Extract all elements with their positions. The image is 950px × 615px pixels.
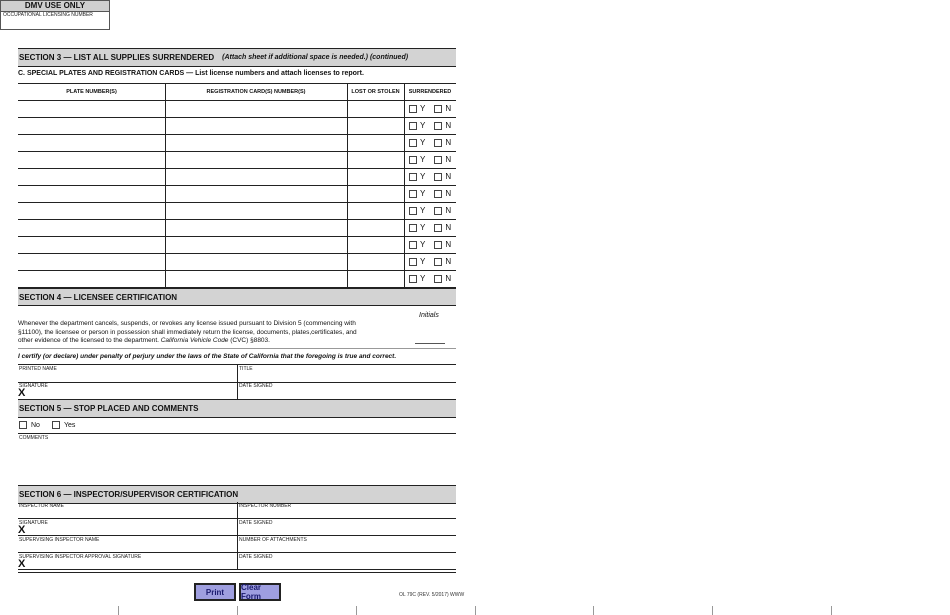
surrendered-yes-checkbox[interactable] bbox=[409, 105, 417, 113]
surrendered-no-label: N bbox=[445, 121, 452, 130]
comments-label: COMMENTS bbox=[19, 435, 49, 441]
surrendered-no-label: N bbox=[445, 274, 452, 283]
initials-field[interactable] bbox=[415, 343, 445, 344]
plate-number-field[interactable] bbox=[18, 134, 165, 151]
lost-or-stolen-field[interactable] bbox=[347, 236, 404, 253]
stop-yes-label: Yes bbox=[63, 421, 76, 429]
form-id: OL 79C (REV. 5/2017) WWW bbox=[399, 592, 465, 598]
surrendered-no-checkbox[interactable] bbox=[434, 173, 442, 181]
section5-header bbox=[18, 399, 456, 418]
plate-number-field[interactable] bbox=[18, 151, 165, 168]
registration-card-field[interactable] bbox=[165, 253, 347, 270]
supervising-signature-label: SUPERVISING INSPECTOR APPROVAL SIGNATURE bbox=[19, 554, 142, 560]
print-button[interactable]: Print bbox=[194, 583, 236, 601]
surrendered-yes-checkbox[interactable] bbox=[409, 241, 417, 249]
registration-card-field[interactable] bbox=[165, 202, 347, 219]
paragraph-line-2: §11100), the licensee or person in possession shall immediately return the license, documents, plates,certificates, and bbox=[18, 328, 357, 336]
registration-card-field[interactable] bbox=[165, 236, 347, 253]
surrendered-yn bbox=[409, 206, 455, 215]
inspector-number-label: INSPECTOR NUMBER bbox=[239, 503, 292, 509]
surrendered-yn bbox=[409, 121, 455, 130]
col-registration-cards: REGISTRATION CARD(S) NUMBER(S) bbox=[206, 89, 306, 95]
section3-title: SECTION 3 — LIST ALL SUPPLIES SURRENDERED bbox=[19, 53, 215, 62]
section3-header bbox=[18, 48, 456, 67]
registration-card-field[interactable] bbox=[165, 185, 347, 202]
stop-no-label: No bbox=[31, 421, 40, 429]
signature-field[interactable] bbox=[30, 389, 236, 399]
stop-no-checkbox[interactable] bbox=[19, 421, 27, 429]
surrendered-yes-checkbox[interactable] bbox=[409, 224, 417, 232]
surrendered-no-label: N bbox=[445, 172, 452, 181]
plate-number-field[interactable] bbox=[18, 100, 165, 117]
col-plate-numbers: PLATE NUMBER(S) bbox=[66, 89, 117, 95]
section3-subheading: C. SPECIAL PLATES AND REGISTRATION CARDS — List license numbers and attach licenses to report. bbox=[18, 70, 364, 77]
stop-placed-options bbox=[19, 421, 75, 429]
dmv-use-only-title: DMV USE ONLY bbox=[1, 1, 109, 12]
paragraph-line-3: other evidence of the licensed to the department. California Vehicle Code (CVC) §8803. bbox=[18, 337, 270, 344]
stop-yes-checkbox[interactable] bbox=[52, 421, 60, 429]
plate-number-field[interactable] bbox=[18, 270, 165, 287]
surrendered-yes-label: Y bbox=[420, 155, 426, 164]
supervising-date-signed-field[interactable] bbox=[238, 560, 456, 569]
surrendered-no-label: N bbox=[445, 104, 452, 113]
surrendered-yn bbox=[409, 257, 455, 266]
surrendered-yn bbox=[409, 155, 455, 164]
inspector-signature-field[interactable] bbox=[30, 526, 236, 535]
paragraph-line-1: Whenever the department cancels, suspends, or revokes any license issued pursuant to Division 5 (commencing with bbox=[18, 320, 356, 327]
supervising-date-signed-label: DATE SIGNED bbox=[239, 554, 273, 560]
surrendered-no-checkbox[interactable] bbox=[434, 139, 442, 147]
col-lost-or-stolen: LOST OR STOLEN bbox=[351, 89, 400, 95]
plate-number-field[interactable] bbox=[18, 168, 165, 185]
surrendered-no-checkbox[interactable] bbox=[434, 241, 442, 249]
inspector-date-signed-label: DATE SIGNED bbox=[239, 520, 273, 526]
surrendered-yes-label: Y bbox=[420, 172, 426, 181]
surrendered-yes-label: Y bbox=[420, 104, 426, 113]
plate-number-field[interactable] bbox=[18, 185, 165, 202]
inspector-number-field[interactable] bbox=[238, 508, 456, 518]
surrendered-no-label: N bbox=[445, 240, 452, 249]
registration-card-field[interactable] bbox=[165, 134, 347, 151]
date-signed-label: DATE SIGNED bbox=[239, 383, 273, 389]
registration-card-field[interactable] bbox=[165, 219, 347, 236]
surrendered-yn bbox=[409, 138, 455, 147]
surrendered-no-checkbox[interactable] bbox=[434, 190, 442, 198]
surrendered-yes-checkbox[interactable] bbox=[409, 122, 417, 130]
clear-form-button[interactable]: Clear Form bbox=[239, 583, 281, 601]
section5-title: SECTION 5 — STOP PLACED AND COMMENTS bbox=[19, 404, 199, 413]
surrendered-no-label: N bbox=[445, 206, 452, 215]
surrendered-no-checkbox[interactable] bbox=[434, 224, 442, 232]
surrendered-yes-checkbox[interactable] bbox=[409, 207, 417, 215]
occupational-licensing-number-field[interactable] bbox=[0, 606, 950, 615]
surrendered-yes-label: Y bbox=[420, 138, 426, 147]
lost-or-stolen-field[interactable] bbox=[347, 100, 404, 117]
registration-card-field[interactable] bbox=[165, 168, 347, 185]
number-of-attachments-label: NUMBER OF ATTACHMENTS bbox=[239, 537, 307, 543]
plate-number-field[interactable] bbox=[18, 117, 165, 134]
signature-x-mark: X bbox=[18, 387, 26, 399]
registration-card-field[interactable] bbox=[165, 100, 347, 117]
surrendered-yes-checkbox[interactable] bbox=[409, 139, 417, 147]
section4-title: SECTION 4 — LICENSEE CERTIFICATION bbox=[19, 292, 178, 302]
supervising-signature-x-mark: X bbox=[18, 558, 26, 570]
lost-or-stolen-field[interactable] bbox=[347, 134, 404, 151]
surrendered-yes-label: Y bbox=[420, 257, 426, 266]
lost-or-stolen-field[interactable] bbox=[347, 253, 404, 270]
supervising-signature-field[interactable] bbox=[30, 560, 236, 569]
plate-number-field[interactable] bbox=[18, 202, 165, 219]
inspector-date-signed-field[interactable] bbox=[238, 526, 456, 535]
surrendered-yn bbox=[409, 223, 455, 232]
occupational-licensing-number-label: OCCUPATIONAL LICENSING NUMBER bbox=[3, 12, 93, 18]
surrendered-yes-checkbox[interactable] bbox=[409, 156, 417, 164]
certify-statement: I certify (or declare) under penalty of perjury under the laws of the State of California that the foregoing is true and correct. bbox=[18, 353, 397, 360]
supervising-inspector-name-label: SUPERVISING INSPECTOR NAME bbox=[19, 537, 100, 543]
initials-label: Initials bbox=[419, 312, 439, 319]
lost-or-stolen-field[interactable] bbox=[347, 151, 404, 168]
registration-card-field[interactable] bbox=[165, 151, 347, 168]
surrendered-yes-checkbox[interactable] bbox=[409, 190, 417, 198]
lost-or-stolen-field[interactable] bbox=[347, 270, 404, 287]
inspector-signature-x-mark: X bbox=[18, 524, 26, 536]
surrendered-no-checkbox[interactable] bbox=[434, 105, 442, 113]
surrendered-yn bbox=[409, 104, 455, 113]
col-surrendered: SURRENDERED bbox=[408, 89, 452, 95]
surrendered-yes-label: Y bbox=[420, 223, 426, 232]
surrendered-no-checkbox[interactable] bbox=[434, 156, 442, 164]
surrendered-no-checkbox[interactable] bbox=[434, 275, 442, 283]
surrendered-no-label: N bbox=[445, 155, 452, 164]
section4-header bbox=[18, 288, 456, 306]
section6-title: SECTION 6 — INSPECTOR/SUPERVISOR CERTIFICATION bbox=[19, 490, 239, 499]
plate-number-field[interactable] bbox=[18, 236, 165, 253]
section4-paragraph bbox=[18, 320, 403, 346]
title-label: TITLE bbox=[239, 366, 253, 372]
printed-name-field[interactable] bbox=[18, 371, 237, 382]
surrendered-yes-checkbox[interactable] bbox=[409, 275, 417, 283]
surrendered-yes-label: Y bbox=[420, 189, 426, 198]
surrendered-no-checkbox[interactable] bbox=[434, 207, 442, 215]
surrendered-no-checkbox[interactable] bbox=[434, 122, 442, 130]
inspector-name-label: INSPECTOR NAME bbox=[19, 503, 64, 509]
registration-card-field[interactable] bbox=[165, 117, 347, 134]
printed-name-label: PRINTED NAME bbox=[19, 366, 57, 372]
inspector-signature-label: SIGNATURE bbox=[19, 520, 48, 526]
lost-or-stolen-field[interactable] bbox=[347, 117, 404, 134]
lost-or-stolen-field[interactable] bbox=[347, 185, 404, 202]
surrendered-yes-label: Y bbox=[420, 121, 426, 130]
surrendered-no-label: N bbox=[445, 138, 452, 147]
surrendered-yes-label: Y bbox=[420, 206, 426, 215]
plate-number-field[interactable] bbox=[18, 253, 165, 270]
lost-or-stolen-field[interactable] bbox=[347, 202, 404, 219]
inspector-name-field[interactable] bbox=[18, 508, 237, 518]
date-signed-field[interactable] bbox=[238, 389, 456, 399]
surrendered-no-label: N bbox=[445, 223, 452, 232]
surrendered-yn bbox=[409, 274, 455, 283]
section3-note: (Attach sheet if additional space is needed.) (continued) bbox=[222, 54, 409, 61]
lost-or-stolen-field[interactable] bbox=[347, 168, 404, 185]
surrendered-no-checkbox[interactable] bbox=[434, 258, 442, 266]
surrendered-yn bbox=[409, 189, 455, 198]
plate-number-field[interactable] bbox=[18, 219, 165, 236]
surrendered-yes-checkbox[interactable] bbox=[409, 258, 417, 266]
title-field[interactable] bbox=[238, 371, 456, 382]
lost-or-stolen-field[interactable] bbox=[347, 219, 404, 236]
signature-label: SIGNATURE bbox=[19, 383, 48, 389]
surrendered-no-label: N bbox=[445, 189, 452, 198]
dmv-use-only-box bbox=[0, 0, 110, 30]
registration-card-field[interactable] bbox=[165, 270, 347, 287]
surrendered-yes-label: Y bbox=[420, 240, 426, 249]
surrendered-yn bbox=[409, 240, 455, 249]
comments-field[interactable] bbox=[18, 441, 456, 484]
number-of-attachments-field[interactable] bbox=[238, 542, 456, 552]
surrendered-no-label: N bbox=[445, 257, 452, 266]
surrendered-yes-label: Y bbox=[420, 274, 426, 283]
surrendered-yes-checkbox[interactable] bbox=[409, 173, 417, 181]
supervising-inspector-name-field[interactable] bbox=[18, 542, 237, 552]
surrendered-yn bbox=[409, 172, 455, 181]
